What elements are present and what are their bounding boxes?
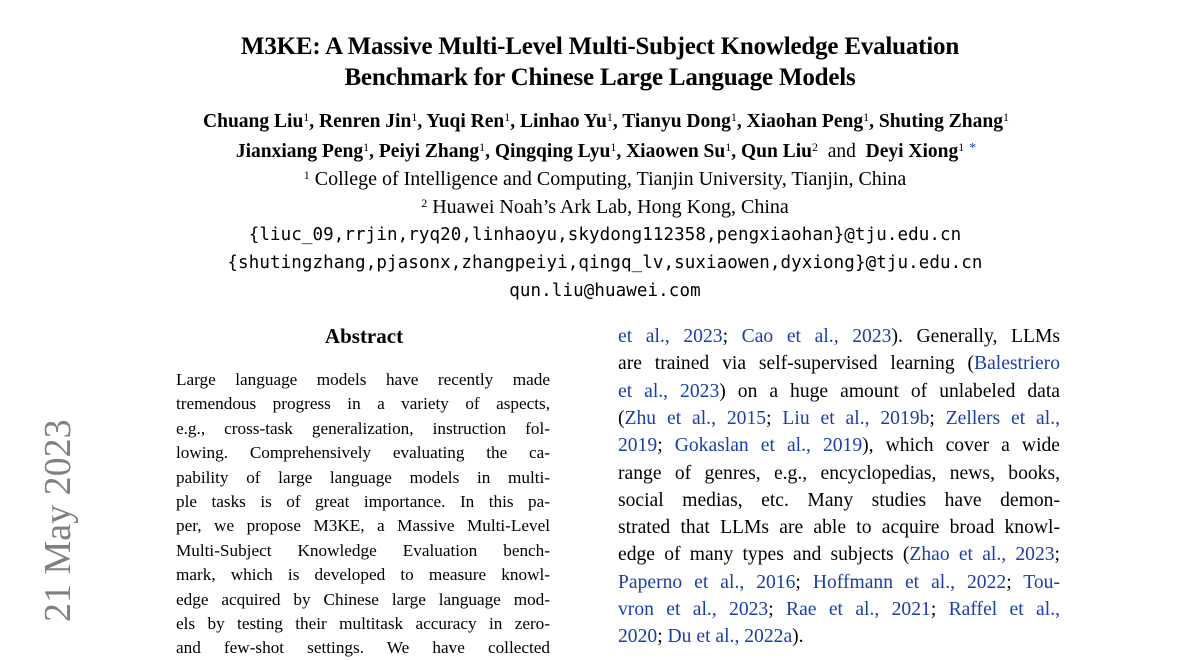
email-line-3: qun.liu@huawei.com bbox=[509, 281, 701, 301]
author-name: Peiyi Zhang bbox=[378, 141, 480, 162]
abstract-line: Large language models have recently made bbox=[176, 370, 550, 389]
author-list-line-1: Chuang Liu$^1$, Renren Jin$^1$, Yuqi Ren$^1$, Linhao Yu$^1$, Tianyu Dong$^1$, Xiaohan Peng$^1$, Shuting Zhang$^1$ bbox=[203, 110, 1009, 132]
abstract-line: tremendous progress in a variety of aspects, bbox=[176, 394, 550, 414]
body-text-line bbox=[618, 541, 1060, 568]
affiliation-2-marker: 2 bbox=[421, 196, 428, 210]
body-text-line bbox=[618, 596, 1060, 623]
body-text: range of genres, e.g., encyclopedias, news, books, bbox=[618, 462, 1060, 484]
body-text-line bbox=[618, 514, 1060, 541]
body-text-line bbox=[618, 487, 1060, 514]
author-list-line-2: Jianxiang Peng$^1$, Peiyi Zhang$^1$, Qingqing Lyu$^1$, Xiaowen Su$^1$, Qun Liu$^2$ and Deyi Xiong$^1$ * bbox=[235, 140, 977, 162]
body-text: ; bbox=[930, 599, 949, 620]
abstract-heading: Abstract bbox=[324, 324, 404, 348]
author-name: Renren Jin bbox=[319, 111, 412, 132]
citation-link[interactable]: Zellers et al., bbox=[945, 407, 1060, 429]
citation-link[interactable]: 2020 bbox=[618, 626, 658, 648]
author-affiliation-marker: 1 bbox=[303, 110, 310, 124]
author-affiliation-marker: 1 bbox=[363, 140, 370, 154]
body-text: ; bbox=[795, 571, 813, 593]
author-affiliation-marker: 1 bbox=[725, 140, 732, 154]
author-name: Qun Liu bbox=[740, 141, 812, 162]
author-affiliation-marker: 1 bbox=[504, 110, 511, 124]
abstract-line: and few-shot settings. We have collected bbox=[176, 638, 550, 658]
body-text: edge of many types and subjects ( bbox=[618, 544, 910, 566]
author-name: Xiaohan Peng bbox=[746, 111, 864, 132]
paper-title-line-1: M3KE: A Massive Multi-Level Multi-Subject Knowledge Evaluation bbox=[240, 33, 960, 60]
email-line-2: {shutingzhang,pjasonx,zhangpeiyi,qingq_lv,suxiaowen,dyxiong}@tju.edu.cn bbox=[227, 253, 983, 273]
body-text: are trained via self-supervised learning ( bbox=[618, 353, 975, 375]
author-affiliation-marker: 1 bbox=[606, 110, 613, 124]
author-name: Yuqi Ren bbox=[426, 111, 505, 132]
citation-link[interactable]: Cao et al., 2023 bbox=[741, 326, 892, 347]
citation-link[interactable]: Tou- bbox=[1023, 571, 1060, 593]
body-text-line bbox=[618, 378, 1060, 405]
author-name: Chuang Liu bbox=[203, 111, 304, 132]
citation-link[interactable]: Balestriero bbox=[974, 353, 1060, 375]
body-text: ; bbox=[768, 599, 787, 620]
citation-link[interactable]: Paperno et al., 2016 bbox=[618, 571, 796, 593]
corresponding-author-mark: * bbox=[969, 141, 977, 156]
body-text: ). Generally, LLMs bbox=[891, 326, 1060, 347]
author-and: and bbox=[827, 141, 856, 162]
author-name: Tianyu Dong bbox=[622, 111, 731, 132]
citation-link[interactable]: et al., 2023 bbox=[618, 380, 720, 402]
author-affiliation-marker: 1 bbox=[863, 110, 870, 124]
body-text: strated that LLMs are able to acquire broad knowl- bbox=[618, 517, 1060, 539]
citation-link[interactable]: Hoffmann et al., 2022 bbox=[812, 571, 1007, 593]
paper-title-line-2: Benchmark for Chinese Large Language Models bbox=[344, 64, 856, 91]
body-text: ). bbox=[792, 626, 804, 648]
arxiv-date-stamp: 21 May 2023 bbox=[37, 419, 79, 622]
abstract-line: pability of large language models in multi- bbox=[176, 467, 550, 487]
author-name: Deyi Xiong bbox=[865, 141, 959, 162]
body-text: ; bbox=[657, 626, 668, 648]
body-text: ), which cover a wide bbox=[862, 435, 1060, 457]
citation-link[interactable]: vron et al., 2023 bbox=[618, 599, 769, 620]
body-text: ; bbox=[766, 407, 783, 429]
body-text-line bbox=[618, 569, 1060, 596]
author-affiliation-marker: 1 bbox=[730, 110, 737, 124]
body-text-line bbox=[618, 405, 1060, 432]
body-text: ; bbox=[1054, 544, 1060, 566]
body-text-line bbox=[618, 323, 1060, 350]
author-affiliation-marker: 2 bbox=[812, 140, 818, 154]
abstract-line: e.g., cross-task generalization, instruction fol- bbox=[176, 418, 550, 438]
citation-link[interactable]: Zhu et al., 2015 bbox=[624, 407, 767, 429]
body-text: social medias, etc. Many studies have demon- bbox=[618, 489, 1060, 511]
author-name: Linhao Yu bbox=[519, 111, 607, 132]
citation-link[interactable]: Raffel et al., bbox=[948, 599, 1060, 620]
abstract-line: ple tasks is of great importance. In this pa- bbox=[176, 492, 550, 511]
citation-link[interactable]: Zhao et al., 2023 bbox=[909, 544, 1055, 566]
abstract-line: per, we propose M3KE, a Massive Multi-Level bbox=[176, 516, 550, 536]
affiliation-1-marker: 1 bbox=[303, 168, 310, 182]
body-text: ; bbox=[1006, 571, 1024, 593]
abstract-line: mark, which is developed to measure knowl- bbox=[176, 565, 550, 585]
citation-link[interactable]: et al., 2023 bbox=[618, 326, 723, 347]
body-text-line bbox=[618, 350, 1060, 377]
body-text: ( bbox=[618, 407, 625, 429]
author-affiliation-marker: 1 bbox=[411, 110, 418, 124]
abstract-line: Multi-Subject Knowledge Evaluation bench- bbox=[176, 540, 550, 560]
abstract-line: edge acquired by Chinese large language mod- bbox=[176, 589, 550, 609]
body-text: ; bbox=[929, 407, 946, 429]
citation-link[interactable]: Gokaslan et al., 2019 bbox=[674, 435, 863, 457]
body-text: ) on a huge amount of unlabeled data bbox=[719, 380, 1060, 402]
body-text: ; bbox=[657, 435, 675, 457]
body-text-line bbox=[618, 623, 1060, 650]
author-name: Shuting Zhang bbox=[878, 111, 1003, 132]
citation-link[interactable]: 2019 bbox=[618, 435, 658, 457]
affiliation-1-text: College of Intelligence and Computing, Tianjin University, Tianjin, China bbox=[314, 168, 907, 190]
body-text-line bbox=[618, 460, 1060, 487]
affiliation-1 bbox=[0, 166, 1200, 192]
body-text-line bbox=[618, 432, 1060, 459]
citation-link[interactable]: Rae et al., 2021 bbox=[786, 599, 931, 620]
citation-link[interactable]: Liu et al., 2019b bbox=[782, 407, 930, 429]
author-affiliation-marker: 1 bbox=[1002, 110, 1009, 124]
affiliation-2-text: Huawei Noah’s Ark Lab, Hong Kong, China bbox=[432, 196, 789, 218]
author-name: Qingqing Lyu bbox=[494, 141, 611, 162]
affiliation-2 bbox=[0, 194, 1200, 220]
body-text: ; bbox=[722, 326, 742, 347]
author-name: Xiaowen Su bbox=[626, 141, 726, 162]
citation-link[interactable]: Du et al., 2022a bbox=[667, 626, 793, 648]
author-affiliation-marker: 1 bbox=[479, 140, 486, 154]
abstract-line: els by testing their multitask accuracy in zero- bbox=[176, 614, 550, 633]
email-line-1: {liuc_09,rrjin,ryq20,linhaoyu,skydong112358,pengxiaohan}@tju.edu.cn bbox=[248, 225, 962, 245]
author-name: Jianxiang Peng bbox=[235, 141, 364, 162]
abstract-line: lowing. Comprehensively evaluating the ca- bbox=[176, 443, 550, 463]
author-affiliation-marker: 1 bbox=[958, 140, 965, 154]
author-affiliation-marker: 1 bbox=[610, 140, 617, 154]
